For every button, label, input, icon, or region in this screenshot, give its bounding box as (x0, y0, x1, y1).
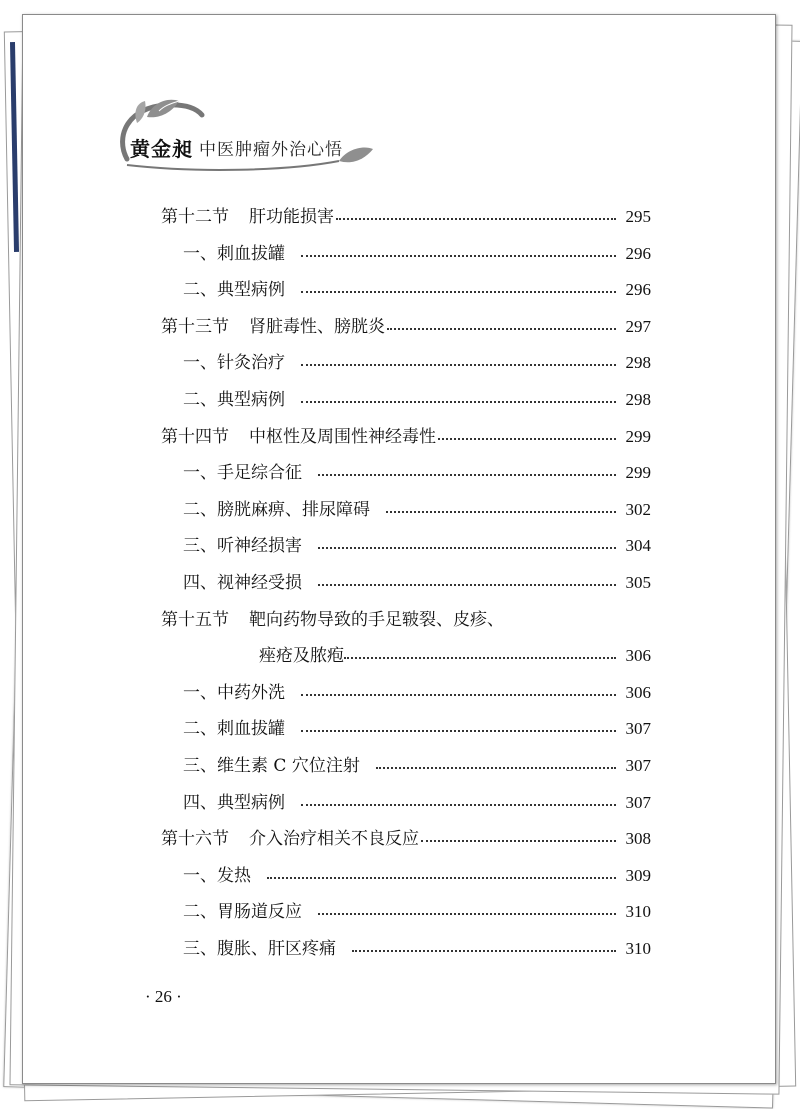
toc-page-number: 310 (625, 939, 651, 958)
toc-entry-title: 二、典型病例 (183, 390, 285, 410)
toc-entry[interactable] (161, 386, 651, 414)
toc-entry-title: 二、典型病例 (183, 280, 285, 301)
dot-leader (376, 767, 616, 769)
dot-leader (352, 950, 616, 952)
toc-entry-title: 一、刺血拔罐 (183, 243, 285, 264)
toc-page-number: 306 (625, 646, 651, 666)
toc-page-number: 304 (625, 536, 651, 556)
toc-page-number: 302 (625, 499, 651, 519)
book-page (22, 14, 776, 1084)
toc-entry[interactable] (161, 276, 651, 304)
toc-entry-title: 三、腹胀、肝区疼痛 (183, 939, 336, 959)
toc-entry-title: 三、维生素 C 穴位注射 (183, 756, 360, 776)
toc-entry[interactable] (161, 496, 651, 524)
running-header (107, 97, 407, 177)
toc-page-number: 310 (625, 902, 651, 922)
toc-section-number: 第十六节 (161, 829, 229, 850)
toc-section-number: 第十三节 (161, 316, 229, 337)
page-number: · 26 · (145, 987, 182, 1006)
toc-page-number: 299 (625, 463, 651, 483)
toc-entry[interactable] (161, 349, 651, 377)
dot-leader (336, 218, 616, 220)
toc-entry[interactable] (161, 606, 651, 634)
toc-entry[interactable] (161, 423, 651, 451)
toc-entry-title: 一、手足综合征 (183, 463, 302, 484)
toc-entry-title: 二、刺血拔罐 (183, 719, 285, 740)
toc-page-number: 309 (625, 865, 651, 885)
toc-entry-title: 肾脏毒性、膀胱炎 (249, 316, 385, 337)
toc-entry-title: 靶向药物导致的手足皲裂、皮疹、 (249, 609, 504, 630)
toc-entry[interactable] (161, 642, 651, 670)
toc-entry-title: 一、针灸治疗 (183, 353, 285, 374)
dot-leader (318, 584, 616, 586)
header-book-title: 中医肿瘤外治心悟 (199, 140, 343, 160)
dot-leader (301, 255, 616, 257)
toc-page-number: 296 (625, 280, 651, 300)
toc-entry[interactable] (161, 862, 651, 890)
toc-page-number: 305 (625, 573, 651, 592)
toc-entry[interactable] (161, 898, 651, 926)
dot-leader (301, 730, 616, 732)
dot-leader (387, 328, 616, 330)
toc-entry[interactable] (161, 459, 651, 487)
toc-section-number: 第十五节 (161, 609, 229, 630)
toc-entry[interactable] (161, 825, 651, 853)
dot-leader (421, 840, 616, 842)
header-author: 黄金昶 (130, 137, 193, 161)
toc-page-number: 308 (625, 829, 651, 849)
toc-entry[interactable] (161, 313, 651, 341)
toc-entry[interactable] (161, 715, 651, 743)
toc-entry-title: 二、膀胱麻痹、排尿障碍 (183, 499, 370, 520)
toc-entry[interactable] (161, 935, 651, 963)
toc-entry-title: 中枢性及周围性神经毒性 (249, 426, 436, 447)
toc-section-number: 第十四节 (161, 426, 229, 447)
toc-page-number: 298 (625, 353, 651, 373)
dot-leader (301, 401, 616, 403)
toc-entry-title: 介入治疗相关不良反应 (249, 829, 419, 850)
toc-entry[interactable] (161, 789, 651, 817)
dot-leader (318, 913, 616, 915)
dot-leader (267, 877, 616, 879)
toc-page-number: 307 (625, 756, 651, 775)
toc-page-number: 298 (625, 390, 651, 409)
toc-entry-title: 肝功能损害 (249, 207, 334, 227)
toc-entry[interactable] (161, 679, 651, 707)
toc-entry-title: 四、典型病例 (183, 792, 285, 813)
toc-entry[interactable] (161, 569, 651, 597)
toc-entry[interactable] (161, 240, 651, 268)
dot-leader (438, 438, 616, 440)
dot-leader (301, 694, 616, 696)
toc-entry-title: 四、视神经受损 (183, 573, 302, 593)
toc-entry-title: 一、中药外洗 (183, 682, 285, 703)
toc-page-number: 306 (625, 682, 651, 702)
dot-leader (386, 511, 616, 513)
toc-entry[interactable] (161, 752, 651, 780)
dot-leader (301, 804, 616, 806)
toc-entry-title: 二、胃肠道反应 (183, 902, 302, 923)
dot-leader (318, 547, 616, 549)
dot-leader (344, 657, 616, 659)
toc-entry-title: 一、发热 (183, 865, 251, 886)
dot-leader (301, 364, 616, 366)
toc-page-number: 297 (625, 316, 651, 336)
toc-page-number: 307 (625, 792, 651, 812)
dot-leader (301, 291, 616, 293)
toc-section-number: 第十二节 (161, 207, 229, 227)
toc-entry-title: 三、听神经损害 (183, 536, 302, 557)
toc-entry[interactable] (161, 532, 651, 560)
toc-page-number: 296 (625, 243, 651, 263)
toc-entry[interactable] (161, 203, 651, 231)
toc-page-number: 307 (625, 719, 651, 739)
toc-entry-title: 痤疮及脓疱 (259, 646, 344, 667)
toc-page-number: 295 (625, 207, 651, 226)
toc-page-number: 299 (625, 426, 651, 446)
dot-leader (318, 474, 616, 476)
